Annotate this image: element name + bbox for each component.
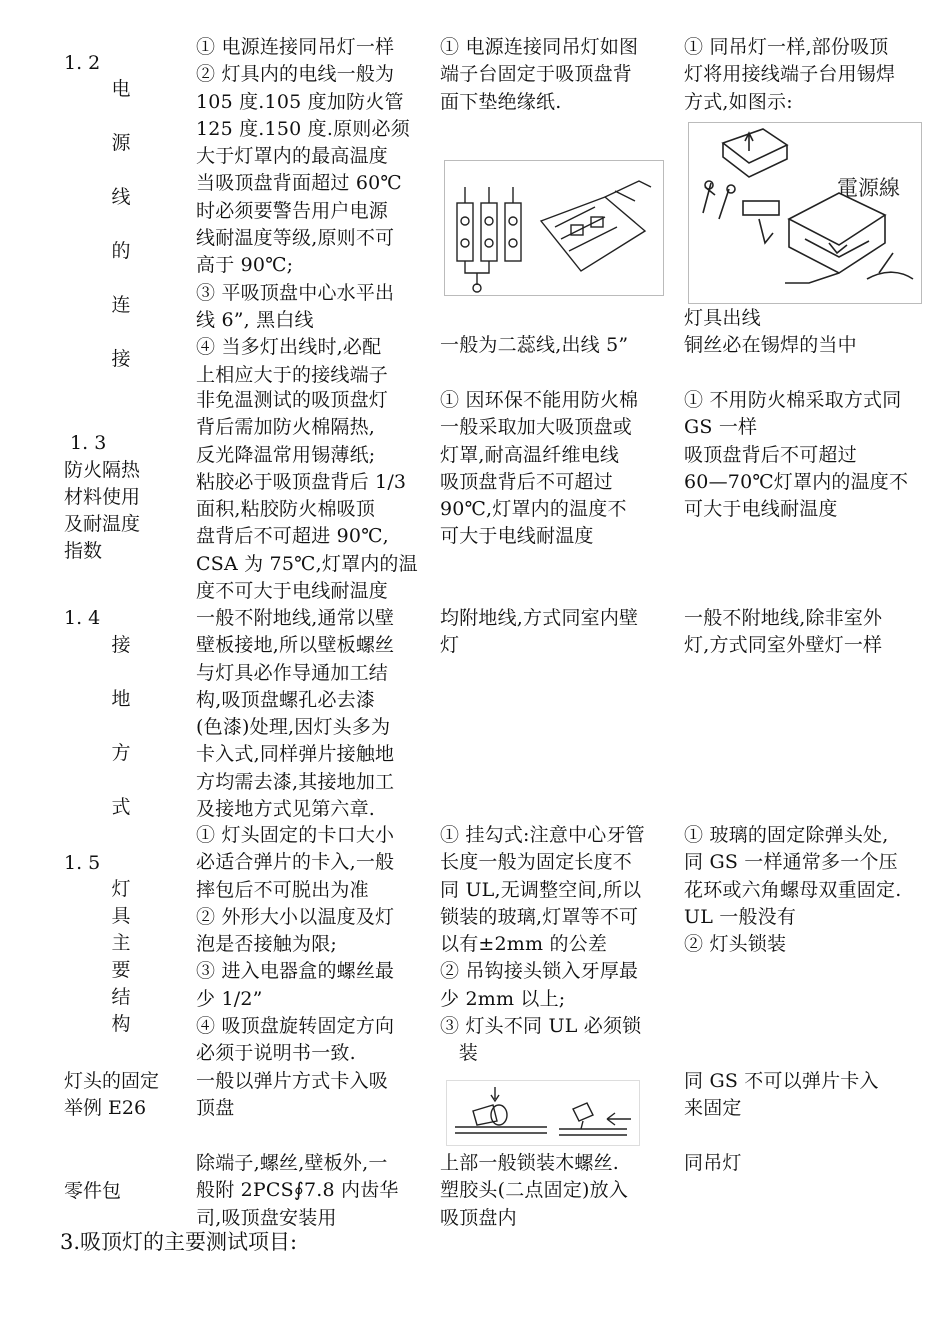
- label-char: 灯: [111, 878, 131, 900]
- row-1-2-label: [109, 76, 133, 400]
- row-1-4-col3: 一般不附地线,除非室外 灯,方式同室外壁灯一样: [684, 607, 883, 657]
- row-1-2-number: 1. 2: [64, 52, 101, 74]
- row-parts-col1: 除端子,螺丝,壁板外,一 般附 2PCS∮7.8 内齿华 司,吸顶盘安装用: [196, 1152, 399, 1229]
- row-1-4-col1: 一般不附地线,通常以壁 壁板接地,所以壁板螺丝 与灯具必作导通加工结 构,吸顶盘螺孔必去漆 (色漆)处理,因灯头多为 卡入式,同样弹片接触地 方均需去漆,其接地加工 及接地方式见第六章.: [196, 607, 395, 821]
- section-heading: 3.吸顶灯的主要测试项目:: [60, 1230, 298, 1254]
- label-char: 主: [111, 932, 131, 954]
- row-1-2-col3-bottom: 灯具出线 铜丝必在锡焊的当中: [684, 307, 857, 357]
- label-char: 电: [111, 78, 131, 100]
- label-char: 接: [111, 348, 131, 370]
- label-char: 线: [111, 186, 131, 208]
- label-char: 具: [111, 905, 131, 927]
- row-1-3-col1: 非免温测试的吸顶盘灯 背后需加防火棉隔热, 反光降温常用锡薄纸; 粘胶必于吸顶盘背后 1/3 面积,粘胶防火棉吸顶 盘背后不可超进 90℃, CSA 为 75℃,灯罩内的温 度不可大于电线耐温度: [196, 389, 418, 603]
- row-1-5-label: [109, 876, 133, 1038]
- power-line-label: 電源線: [837, 176, 900, 200]
- terminal-block-diagram: [444, 160, 664, 296]
- row-1-5-col2: ① 挂勾式:注意中心牙管 长度一般为固定长度不 同 UL,无调整空间,所以 锁装的玻璃,灯罩等不可 以有±2mm 的公差 ② 吊钩接头锁入牙厚最 少 2mm 以上; ③ 灯头不同 UL 必须锁 装: [440, 824, 645, 1065]
- row-1-2-col2-bottom: 一般为二蕊线,出线 5”: [440, 334, 629, 356]
- label-char: 要: [111, 959, 131, 981]
- label-char: 接: [111, 634, 131, 656]
- row-1-4-number: 1. 4: [64, 607, 101, 629]
- label-char: 方: [111, 742, 131, 764]
- label-char: 源: [111, 132, 131, 154]
- row-1-3-label: 1. 3 防火隔热 材料使用 及耐温度 指数: [64, 432, 141, 562]
- label-char: 式: [111, 796, 131, 818]
- row-lampholder-col3: 同 GS 不可以弹片卡入 来固定: [684, 1070, 879, 1120]
- label-char: 构: [111, 1013, 131, 1035]
- row-lampholder-col1: 一般以弹片方式卡入吸 顶盘: [196, 1070, 389, 1120]
- solder-terminal-diagram: [688, 122, 922, 304]
- row-lampholder-label: 灯头的固定 举例 E26: [64, 1070, 160, 1119]
- row-1-3-col2: ① 因环保不能用防火棉 一般采取加大吸顶盘或 灯罩,耐高温纤维电线 吸顶盘背后不可超过 90℃,灯罩内的温度不 可大于电线耐温度: [440, 389, 639, 548]
- row-1-3-col3: ① 不用防火棉采取方式同 GS 一样 吸顶盘背后不可超过 60—70℃灯罩内的温度不 可大于电线耐温度: [684, 389, 909, 521]
- label-char: 地: [111, 688, 131, 710]
- row-1-5-col1: ① 灯头固定的卡口大小 必适合弹片的卡入,一般 摔包后不可脱出为准 ② 外形大小以温度及灯 泡是否接触为限; ③ 进入电器盒的螺丝最 少 1/2” ④ 吸顶盘旋转固定方向 必须于说明书一致.: [196, 824, 395, 1065]
- row-parts-col2: 上部一般锁装木螺丝. 塑胶头(二点固定)放入 吸顶盘内: [440, 1152, 629, 1229]
- lampholder-screw-diagram: [446, 1080, 640, 1146]
- label-char: 的: [111, 240, 131, 262]
- row-1-5-number: 1. 5: [64, 852, 101, 874]
- row-parts-col3: 同吊灯: [684, 1152, 742, 1174]
- row-1-2-col3-top: ① 同吊灯一样,部份吸顶 灯将用接线端子台用锡焊 方式,如图示:: [684, 36, 896, 113]
- label-char: 连: [111, 294, 131, 316]
- row-1-2-col2-top: ① 电源连接同吊灯如图 端子台固定于吸顶盘背 面下垫绝缘纸.: [440, 36, 639, 113]
- row-1-4-col2: 均附地线,方式同室内壁 灯: [440, 607, 639, 657]
- row-1-2-col1: ① 电源连接同吊灯一样 ② 灯具内的电线一般为 105 度.105 度加防火管 125 度.150 度.原则必须 大于灯罩内的最高温度 当吸顶盘背面超过 60℃ 时必须要警告用户电源 线耐温度等级,原则不可 高于 90℃; ③ 平吸顶盘中心水平出 线 6”, 黑白线 ④ 当多灯出线时,必配 上相应大于的接线端子: [196, 36, 410, 386]
- row-1-4-label: [109, 632, 133, 848]
- label-char: 结: [111, 986, 131, 1008]
- row-parts-label: 零件包: [64, 1180, 122, 1202]
- row-1-5-col3: ① 玻璃的固定除弹头处, 同 GS 一样通常多一个压 花环或六角螺母双重固定. UL 一般没有 ② 灯头锁装: [684, 824, 902, 956]
